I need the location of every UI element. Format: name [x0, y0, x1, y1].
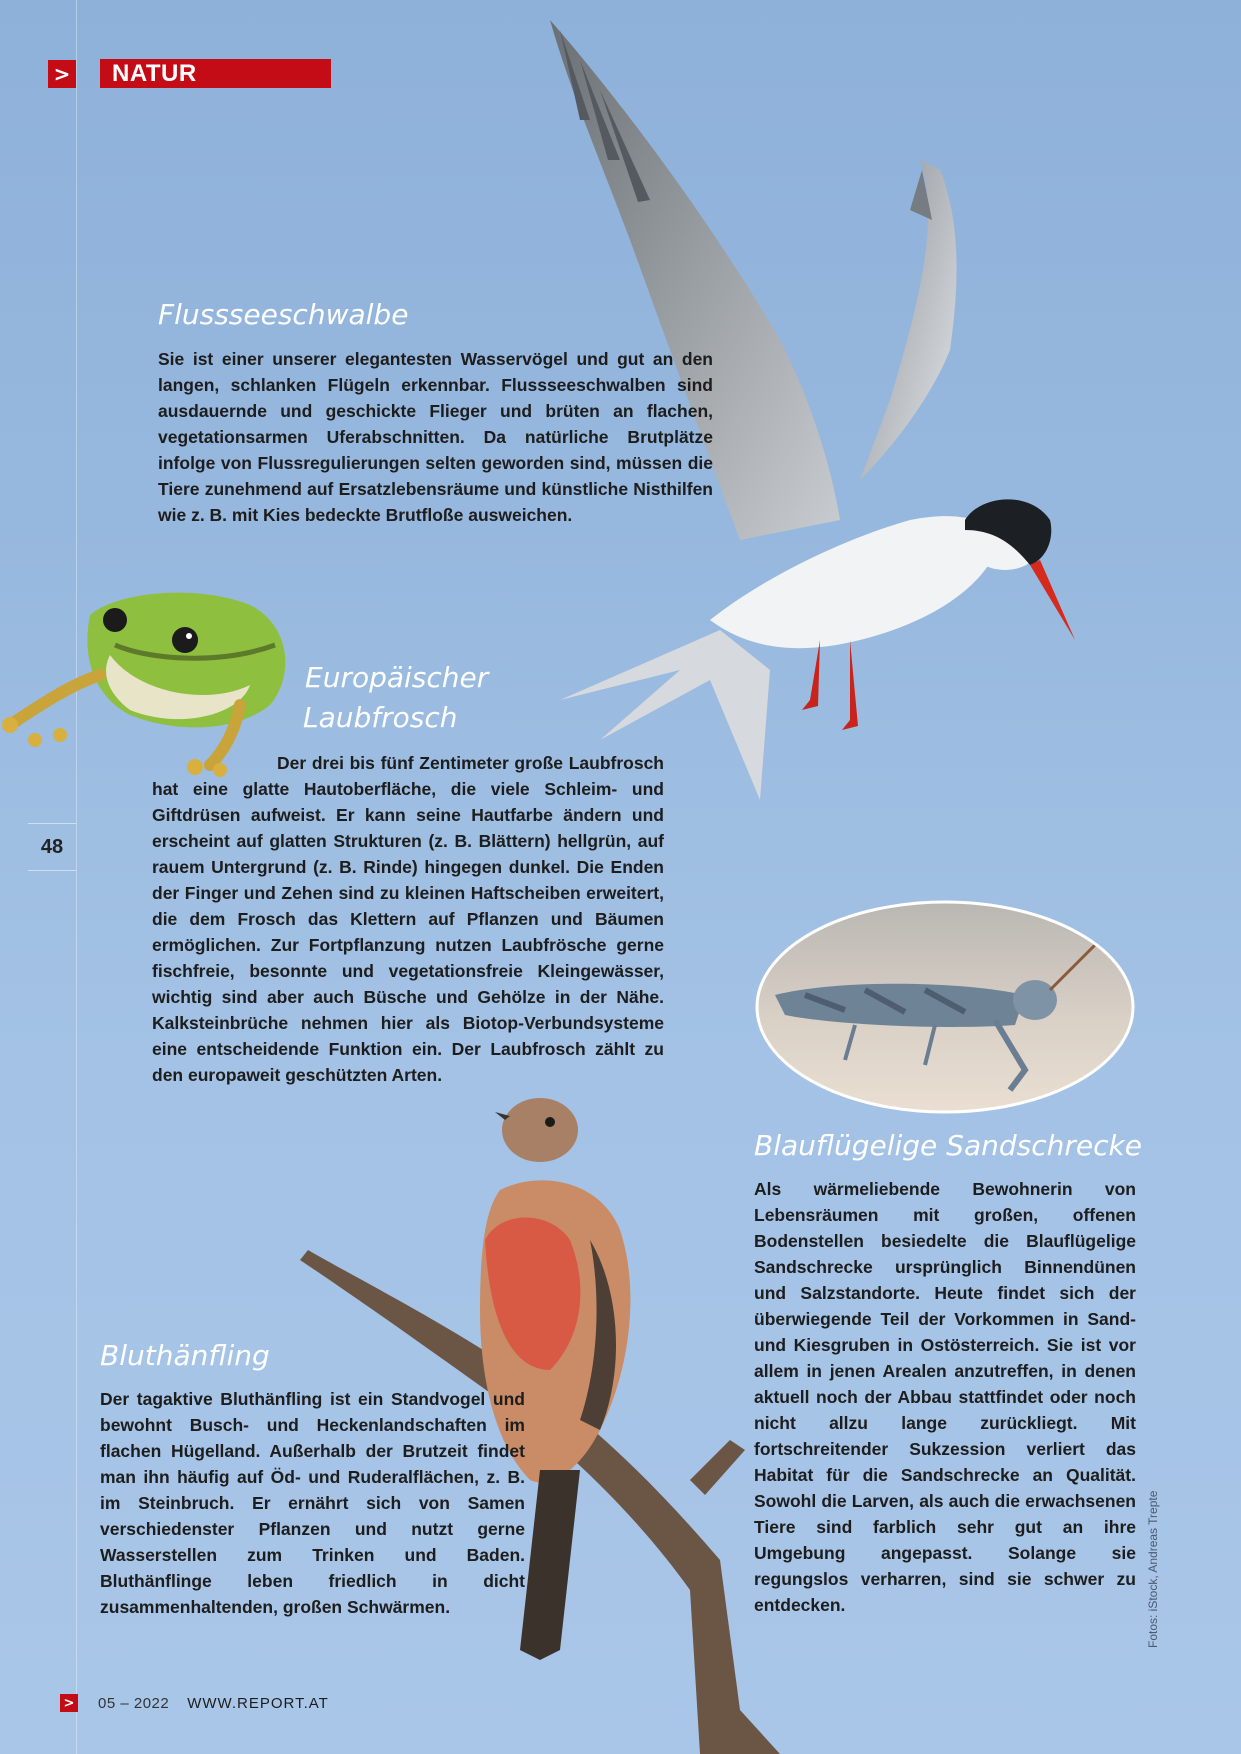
article-body-sandschrecke: Als wärmeliebende Bewohnerin von Lebensräumen mit großen, offenen Bodenstellen besiedelte die Blauflügelige Sandschrecke ursprünglich Binnendünen und Salzstandorte. Heute findet sich der überwiegende Teil der Vorkommen in Sand- und Kiesgruben in Ostösterreich. Sie ist vor allem in jenen Arealen anzutreffen, in denen aktuell noch der Abbau stattfindet oder noch nicht allzu lange zurückliegt. Mit fortschreitender Sukzession verliert das Habitat für die Sandschrecke an Qualität. Sowohl die Larven, als auch die erwachsenen Tiere sind farblich sehr gut an ihre Umgebung angepasst. Solange sie regungslos verharren, sind sie schwer zu entdecken. [754, 1179, 1136, 1615]
page-number: 48 [28, 823, 76, 871]
article-title-laubfrosch-line2: Laubfrosch [303, 701, 458, 734]
chevron-right-icon: > [60, 1694, 78, 1712]
issue-date: 05 – 2022 [98, 1694, 170, 1712]
margin-rule [76, 0, 77, 1754]
article-body-bluthaenfling: Der tagaktive Bluthänfling ist ein Standvogel und bewohnt Busch- und Heckenlandschaften im flachen Hügelland. Außerhalb der Brutzeit findet man ihn häufig auf Öd- und Ruderalflächen, z. B. im Steinbruch. Er ernährt sich von Samen verschiedenster Pflanzen und nutzt gerne Wasserstellen zum Trinken und Baden. Bluthänflinge leben friedlich in dicht zusammenhaltenden, großen Schwärmen. [100, 1389, 525, 1617]
article-body-laubfrosch: Der drei bis fünf Zentimeter große Laubfrosch hat eine glatte Hautoberfläche, die viele Schleim- und Giftdrüsen aufweist. Er kann seine Hautfarbe ändern und erscheint auf glatten Strukturen (z. B. Blättern) hellgrün, auf rauem Untergrund (z. B. Rinde) hingegen dunkel. Die Enden der Finger und Zehen sind zu kleinen Haftscheiben erweitert, die dem Frosch das Klettern auf Pflanzen und Bäumen ermöglichen. Zur Fortpflanzung nutzen Laubfrösche gerne fischfreie, besonnte und vegetationsfreie Kleingewässer, wichtig sind aber auch Büsche und Gehölze in der Nähe. Kalksteinbrüche nehmen hier als Biotop-Verbundsysteme eine entscheidende Funktion ein. Der Laubfrosch zählt zu den europaweit geschützten Arten. [152, 753, 664, 1085]
chevron-right-icon: > [48, 60, 76, 88]
frog-illustration [0, 585, 300, 775]
footer [60, 1694, 329, 1712]
photo-credit: Fotos: iStock, Andreas Trepte [1146, 1490, 1160, 1648]
article-title-bluthaenfling: Bluthänfling [100, 1339, 270, 1372]
section-tag: NATUR [100, 59, 331, 88]
article-title-sandschrecke: Blauflügelige Sandschrecke [754, 1129, 1142, 1162]
article-body-flussseeschwalbe: Sie ist einer unserer elegantesten Wasservögel und gut an den langen, schlanken Flügeln erkennbar. Flussseeschwalben sind ausdauernde und geschickte Flieger und brüten an flachen, vegetationsarmen Uferabschnitten. Da natürliche Brutplätze infolge von Flussregulierungen selten geworden sind, müssen die Tiere zunehmend auf Ersatzlebensräume und künstliche Nisthilfen wie z. B. mit Kies bedeckte Brutfloße ausweichen. [158, 349, 713, 525]
article-title-laubfrosch-line1: Europäischer [305, 661, 489, 694]
website-link[interactable]: WWW.REPORT.AT [187, 1694, 329, 1712]
grasshopper-photo [755, 900, 1135, 1115]
article-title-flussseeschwalbe: Flussseeschwalbe [158, 298, 409, 331]
